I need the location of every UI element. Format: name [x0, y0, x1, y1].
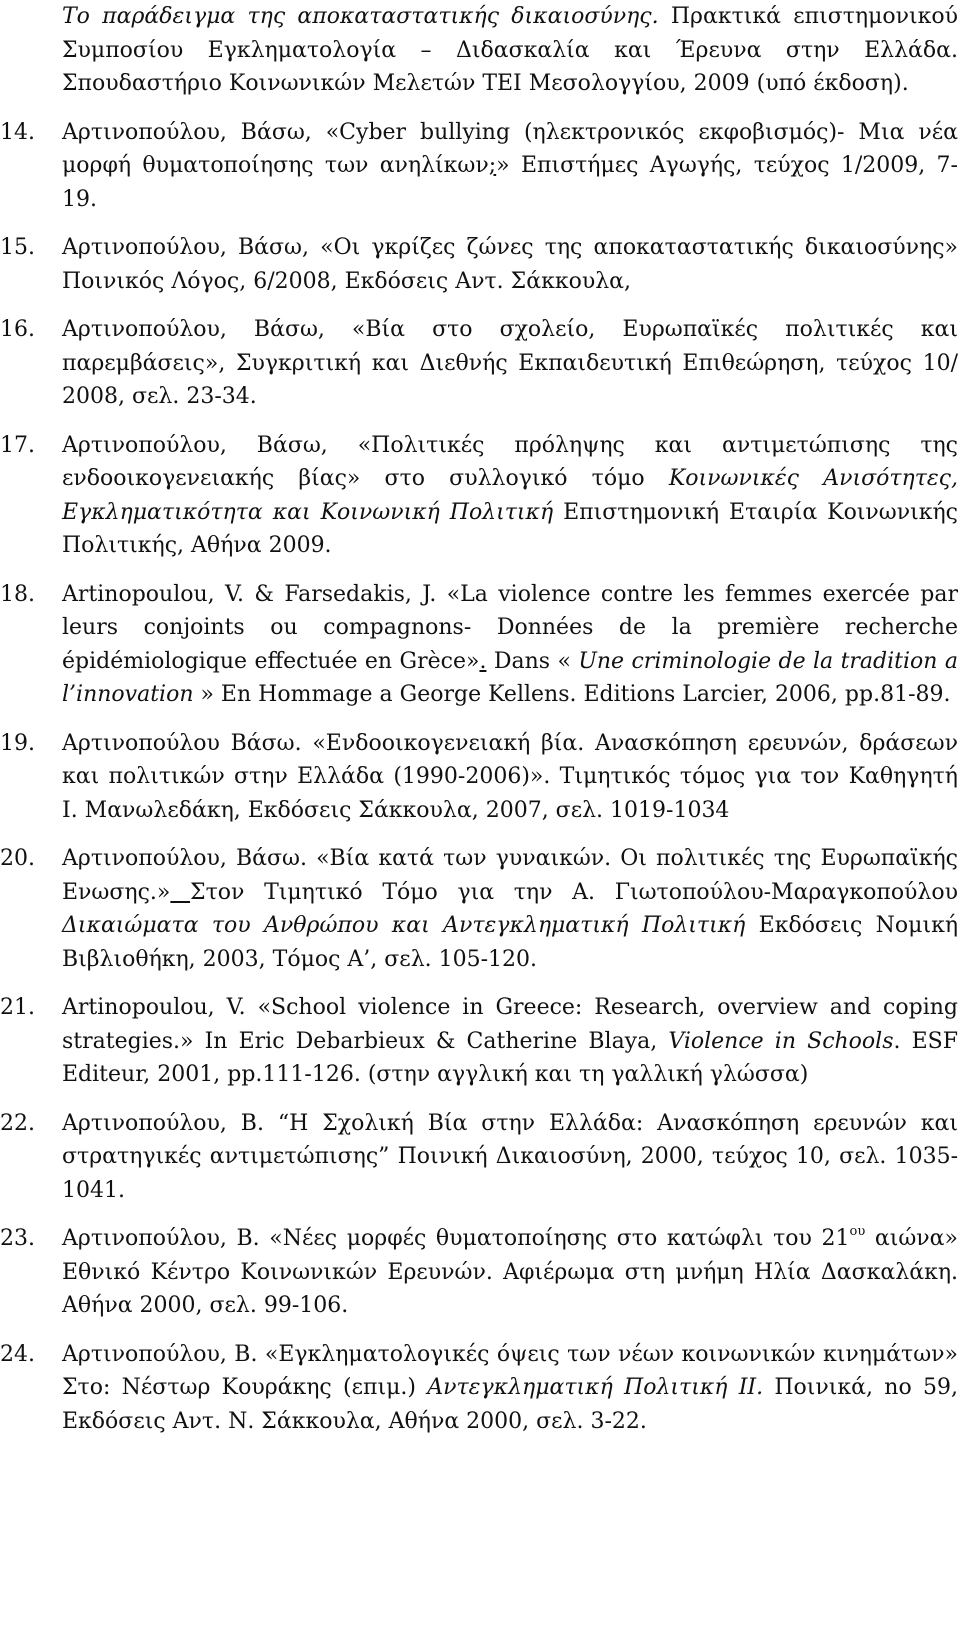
reference-17	[0, 429, 958, 563]
reference-15	[0, 231, 958, 298]
reference-text-part: Artinopoulou, V. & Farsedakis, J. «La violence contre les femmes exercée par leurs conjoints ou compagnons- Données de la première recherche épidémiologique effectuée en Grèce»	[62, 581, 958, 674]
reference-number: 15.	[0, 235, 35, 260]
reference-number: 17.	[0, 432, 35, 458]
reference-text-part: Αρτινοπούλου, Βάσω. «Βία κατά των γυναικών. Οι πολιτικές της Ευρωπαϊκής Ενωσης.»	[62, 846, 958, 905]
reference-text	[62, 231, 958, 298]
reference-text	[62, 313, 958, 414]
reference-text-part: Ποινικός Λόγος, 6/2008, Εκδόσεις Αντ. Σάκκουλα,	[62, 268, 631, 294]
reference-text-part: αιώνα» Εθνικό Κέντρο Κοινωνικών Ερευνών. Αφιέρωμα στη μνήμη Ηλία Δασκαλάκη. Αθήνα 2000, σελ. 99-106.	[62, 1226, 958, 1318]
reference-text-part: Ποινικά, no 59, Εκδόσεις Αντ. Ν. Σάκκουλα, Αθήνα 2000, σελ. 3-22.	[62, 1375, 958, 1434]
reference-19	[0, 727, 958, 828]
reference-text	[62, 842, 958, 976]
reference-text-part: Αρτινοπούλου, Βάσω, «Βία στο σχολείο, Ευρωπαϊκές πολιτικές και παρεμβάσεις», Συγκριτική και Διεθνής Εκπαιδευτική Επιθεώρηση, τεύχος 10/ 2008, σελ. 23-34.	[62, 317, 958, 409]
intro-text: Πρακτικά επιστημονικού Συμποσίου Εγκληματολογία – Διδασκαλία και Έρευνα στην Ελλάδα. Σπουδαστήριο Κοινωνικών Μελετών ΤΕΙ Μεσολογγίου, 2009 (υπό έκδοση).	[62, 4, 958, 96]
reference-italic-title: Une criminologie de la tradition a l’innovation	[62, 648, 958, 707]
reference-text	[62, 991, 958, 1092]
reference-20	[0, 842, 959, 976]
reference-number: 23.	[0, 1226, 35, 1251]
intro-paragraph	[62, 0, 958, 101]
reference-text-part: Αρτινοπούλου, Βάσω, «Οι γκρίζες ζώνες της αποκαταστατικής δικαιοσύνης»	[62, 235, 958, 260]
intro-italic-title: Το παράδειγμα της αποκαταστατικής δικαιοσύνης.	[62, 4, 659, 29]
reference-text-part: Στον Τιμητικό Τόμο για την Α. Γιωτοπούλου-Μαραγκοπούλου	[190, 879, 958, 905]
reference-text	[62, 1107, 958, 1208]
reference-text	[62, 727, 958, 828]
reference-number: 14.	[0, 119, 35, 145]
reference-18	[0, 578, 958, 712]
reference-number: 16.	[0, 317, 35, 342]
reference-number: 19.	[0, 730, 35, 756]
reference-text-part: » Επιστήμες Αγωγής, τεύχος 1/2009, 7-19.	[62, 153, 958, 212]
reference-text-part: Επιστημονική Εταιρία Κοινωνικής Πολιτικής, Αθήνα 2009.	[62, 499, 958, 558]
reference-number: 21.	[0, 995, 35, 1020]
reference-underlined: .	[479, 648, 487, 674]
reference-text-part: Dans «	[486, 648, 579, 674]
reference-14	[0, 116, 958, 217]
reference-16	[0, 313, 958, 414]
reference-italic-title: Αντεγκληματική Πολιτική ΙΙ.	[427, 1375, 764, 1400]
reference-23	[0, 1222, 958, 1323]
reference-underlined: ;	[488, 153, 497, 178]
reference-text-part: » En Hommage a George Kellens. Editions Larcier, 2006, pp.81-89.	[193, 682, 951, 707]
reference-21	[0, 991, 959, 1092]
reference-underlined	[170, 880, 190, 905]
reference-24	[0, 1338, 958, 1439]
reference-22	[0, 1107, 958, 1208]
reference-superscript: ου	[849, 1224, 866, 1239]
reference-text-part: Αρτινοπούλου, Β. “Η Σχολική Βία στην Ελλάδα: Ανασκόπηση ερευνών και στρατηγικές αντιμετώπισης” Ποινική Δικαιοσύνη, 2000, τεύχος 10, σελ. 1035-1041.	[62, 1110, 958, 1203]
reference-text-part: Αρτινοπούλου, Β. «Νέες μορφές θυματοποίησης στο κατώφλι του 21	[62, 1226, 850, 1251]
reference-text	[62, 1222, 958, 1323]
reference-text-part: Αρτινοπούλου, Β. «Εγκληματολογικές όψεις των νέων κοινωνικών κινημάτων» Στο: Νέστωρ Κουράκης (επιμ.)	[62, 1341, 958, 1400]
reference-italic-title: Κοινωνικές Ανισότητες, Εγκληματικότητα και Κοινωνική Πολιτική	[62, 466, 958, 525]
reference-text-part: Εκδόσεις Νομική Βιβλιοθήκη, 2003, Τόμος Α’, σελ. 105-120.	[62, 913, 959, 972]
reference-italic-title: Violence in Schools	[668, 1028, 894, 1054]
reference-text-part: Artinopoulou, V. «School violence in Greece: Research, overview and coping strategies.» In Eric Debarbieux & Catherine Blaya,	[62, 995, 958, 1054]
reference-text	[62, 578, 958, 712]
reference-italic-title: Δικαιώματα του Ανθρώπου και Αντεγκληματική Πολιτική	[62, 913, 746, 938]
reference-text-part: Αρτινοπούλου Βάσω. «Ενδοοικογενειακή βία. Ανασκόπηση ερευνών, δράσεων και πολιτικών στην Ελλάδα (1990-2006)». Τιμητικός τόμος για τον Καθηγητή Ι. Μανωλεδάκη, Εκδόσεις Σάκκουλα, 2007, σελ. 1019-1034	[62, 730, 958, 823]
reference-number: 20.	[0, 846, 35, 871]
reference-text	[62, 429, 958, 563]
reference-text-part: Αρτινοπούλου, Βάσω, «Cyber bullying (ηλεκτρονικός εκφοβισμός)- Μια νέα μορφή θυματοποίησης των ανηλίκων	[62, 119, 958, 178]
reference-number: 18.	[0, 581, 35, 607]
reference-text-part: Αρτινοπούλου, Βάσω, «Πολιτικές πρόληψης και αντιμετώπισης της ενδοοικογενειακής βίας» στο συλλογικό τόμο	[62, 432, 958, 491]
reference-number: 24.	[0, 1341, 35, 1367]
reference-text	[62, 116, 958, 217]
reference-text-part: . ESF Editeur, 2001, pp.111-126. (στην αγγλική και τη γαλλική γλώσσα)	[62, 1028, 959, 1087]
reference-text	[62, 1338, 958, 1439]
reference-number: 22.	[0, 1110, 35, 1136]
